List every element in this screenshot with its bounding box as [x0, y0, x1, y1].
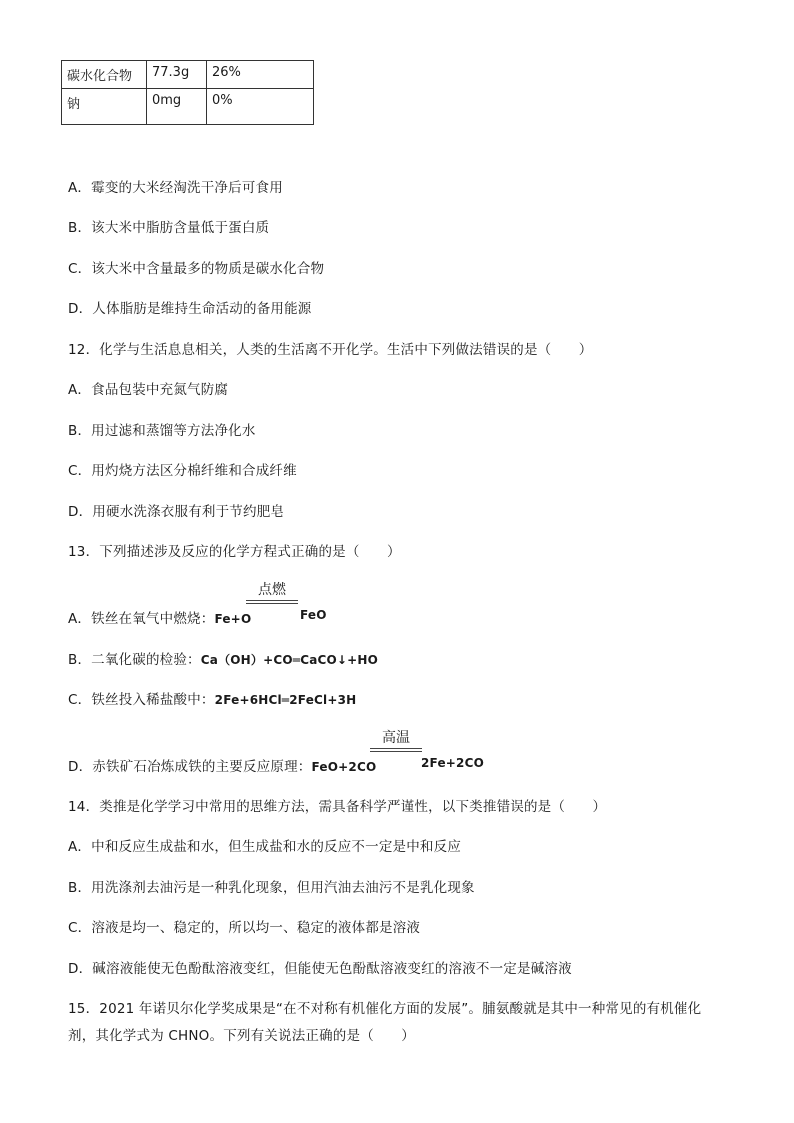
q11-option-d: D．人体脂肪是维持生命活动的备用能源: [68, 301, 312, 317]
q13-c-label: C．铁丝投入稀盐酸中：: [68, 692, 215, 708]
q11-option-c: C．该大米中含量最多的物质是碳水化合物: [68, 261, 325, 277]
q14-option-c: C．溶液是均一、稳定的，所以均一、稳定的液体都是溶液: [68, 920, 421, 936]
q12-stem: 12．化学与生活息息相关，人类的生活离不开化学。生活中下列做法错误的是（ ）: [68, 342, 593, 358]
q14-option-d: D．碱溶液能使无色酚酞溶液变红，但能使无色酚酞溶液变红的溶液不一定是碱溶液: [68, 961, 572, 977]
table-row: [62, 89, 314, 125]
q11-option-b: B．该大米中脂肪含量低于蛋白质: [68, 220, 270, 236]
equation-bar: [246, 600, 298, 601]
q12-option-c: C．用灼烧方法区分棉纤维和合成纤维: [68, 463, 297, 479]
table-cell-percent: 0%: [207, 89, 314, 125]
q13-a-condition: [246, 579, 298, 604]
table-cell-name: 碳水化合物: [62, 61, 147, 89]
table-cell-name: 钠: [62, 89, 147, 125]
q13-option-d: [68, 755, 376, 775]
q13-a-label: A．铁丝在氧气中燃烧：: [68, 611, 215, 627]
table-cell-amount: 77.3g: [147, 61, 207, 89]
equation-bar: [370, 748, 422, 749]
q13-a-right: FeO: [300, 608, 327, 622]
q13-option-c: [68, 688, 356, 708]
q11-option-a: A．霉变的大米经淘洗干净后可食用: [68, 180, 283, 196]
q13-option-b: [68, 648, 378, 668]
q13-d-right: 2Fe+2CO: [421, 756, 485, 770]
q13-d-label: D．赤铁矿石冶炼成铁的主要反应原理：: [68, 759, 312, 775]
table-cell-amount: 0mg: [147, 89, 207, 125]
q12-option-a: A．食品包装中充氮气防腐: [68, 382, 229, 398]
q15-stem-line2: 剂，其化学式为 CHNO。下列有关说法正确的是（ ）: [68, 1028, 415, 1044]
q13-c-formula: 2Fe+6HCl═2FeCl+3H: [214, 693, 357, 707]
q13-d-left: FeO+2CO: [311, 760, 377, 774]
q12-option-d: D．用硬水洗涤衣服有利于节约肥皂: [68, 504, 285, 520]
q13-option-a: [68, 607, 251, 627]
q13-d-condition: [370, 727, 422, 752]
equation-bar: [246, 603, 298, 604]
q12-option-b: B．用过滤和蒸馏等方法净化水: [68, 423, 256, 439]
table-row: [62, 61, 314, 89]
condition-label: 点燃: [258, 582, 286, 598]
q13-b-label: B．二氧化碳的检验：: [68, 652, 201, 668]
q15-stem-line1: 15．2021 年诺贝尔化学奖成果是“在不对称有机催化方面的发展”。脯氨酸就是其中一种常见的有机催化: [68, 1001, 702, 1017]
condition-label: 高温: [382, 730, 410, 746]
q13-a-left: Fe+O: [214, 612, 252, 626]
q14-stem: 14．类推是化学学习中常用的思维方法，需具备科学严谨性，以下类推错误的是（ ）: [68, 799, 607, 815]
nutrition-table: [61, 60, 314, 125]
q13-b-formula: Ca（OH）+CO═CaCO↓+HO: [200, 653, 379, 667]
q14-option-b: B．用洗涤剂去油污是一种乳化现象，但用汽油去油污不是乳化现象: [68, 880, 475, 896]
table-cell-percent: 26%: [207, 61, 314, 89]
q14-option-a: A．中和反应生成盐和水，但生成盐和水的反应不一定是中和反应: [68, 839, 462, 855]
q13-stem: 13．下列描述涉及反应的化学方程式正确的是（ ）: [68, 544, 401, 560]
equation-bar: [370, 751, 422, 752]
